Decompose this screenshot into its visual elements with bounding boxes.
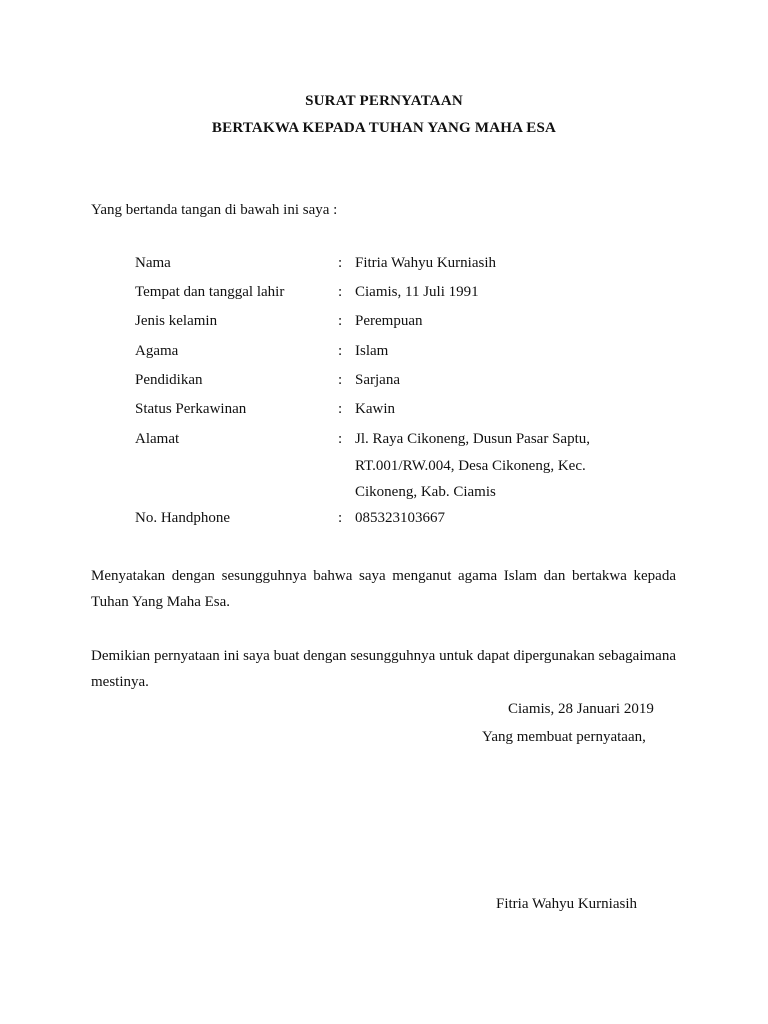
field-colon: :: [338, 255, 343, 271]
field-label-jenis-kelamin: Jenis kelamin: [135, 313, 218, 329]
field-colon: :: [338, 401, 343, 417]
field-colon: :: [338, 431, 343, 447]
field-value-status-perkawinan: Kawin: [355, 401, 395, 417]
paragraph-line: Demikian pernyataan ini saya buat dengan sesungguhnya untuk dapat dipergunakan sebagaimana: [91, 648, 676, 664]
intro-text: Yang bertanda tangan di bawah ini saya :: [91, 202, 338, 218]
field-value-ttl: Ciamis, 11 Juli 1991: [355, 284, 479, 300]
field-value-alamat-line3: Cikoneng, Kab. Ciamis: [355, 484, 496, 500]
field-colon: :: [338, 313, 343, 329]
field-label-alamat: Alamat: [135, 431, 180, 447]
field-value-alamat-line2: RT.001/RW.004, Desa Cikoneng, Kec.: [355, 458, 586, 474]
field-value-agama: Islam: [355, 343, 389, 359]
field-colon: :: [338, 284, 343, 300]
document-title: SURAT PERNYATAAN: [305, 93, 463, 109]
field-value-handphone: 085323103667: [355, 510, 445, 526]
field-colon: :: [338, 510, 343, 526]
field-value-jenis-kelamin: Perempuan: [355, 313, 423, 329]
field-label-handphone: No. Handphone: [135, 510, 230, 526]
field-colon: :: [338, 372, 343, 388]
paragraph-line: Tuhan Yang Maha Esa.: [91, 594, 231, 610]
field-label-agama: Agama: [135, 343, 179, 359]
statement-paragraph: [91, 563, 676, 615]
paragraph-line: mestinya.: [91, 674, 149, 690]
signer-caption: Yang membuat pernyataan,: [482, 729, 646, 745]
closing-paragraph: [91, 643, 676, 695]
field-label-status-perkawinan: Status Perkawinan: [135, 401, 247, 417]
field-label-ttl: Tempat dan tanggal lahir: [135, 284, 285, 300]
paragraph-line: Menyatakan dengan sesungguhnya bahwa saya menganut agama Islam dan bertakwa kepada: [91, 568, 676, 584]
place-date: Ciamis, 28 Januari 2019: [508, 701, 654, 717]
document-subtitle: BERTAKWA KEPADA TUHAN YANG MAHA ESA: [211, 120, 557, 136]
signer-name: Fitria Wahyu Kurniasih: [496, 896, 637, 912]
field-colon: :: [338, 343, 343, 359]
field-label-pendidikan: Pendidikan: [135, 372, 203, 388]
field-value-nama: Fitria Wahyu Kurniasih: [355, 255, 496, 271]
field-label-nama: Nama: [135, 255, 171, 271]
field-value-pendidikan: Sarjana: [355, 372, 400, 388]
field-value-alamat-line1: Jl. Raya Cikoneng, Dusun Pasar Saptu,: [355, 431, 590, 447]
